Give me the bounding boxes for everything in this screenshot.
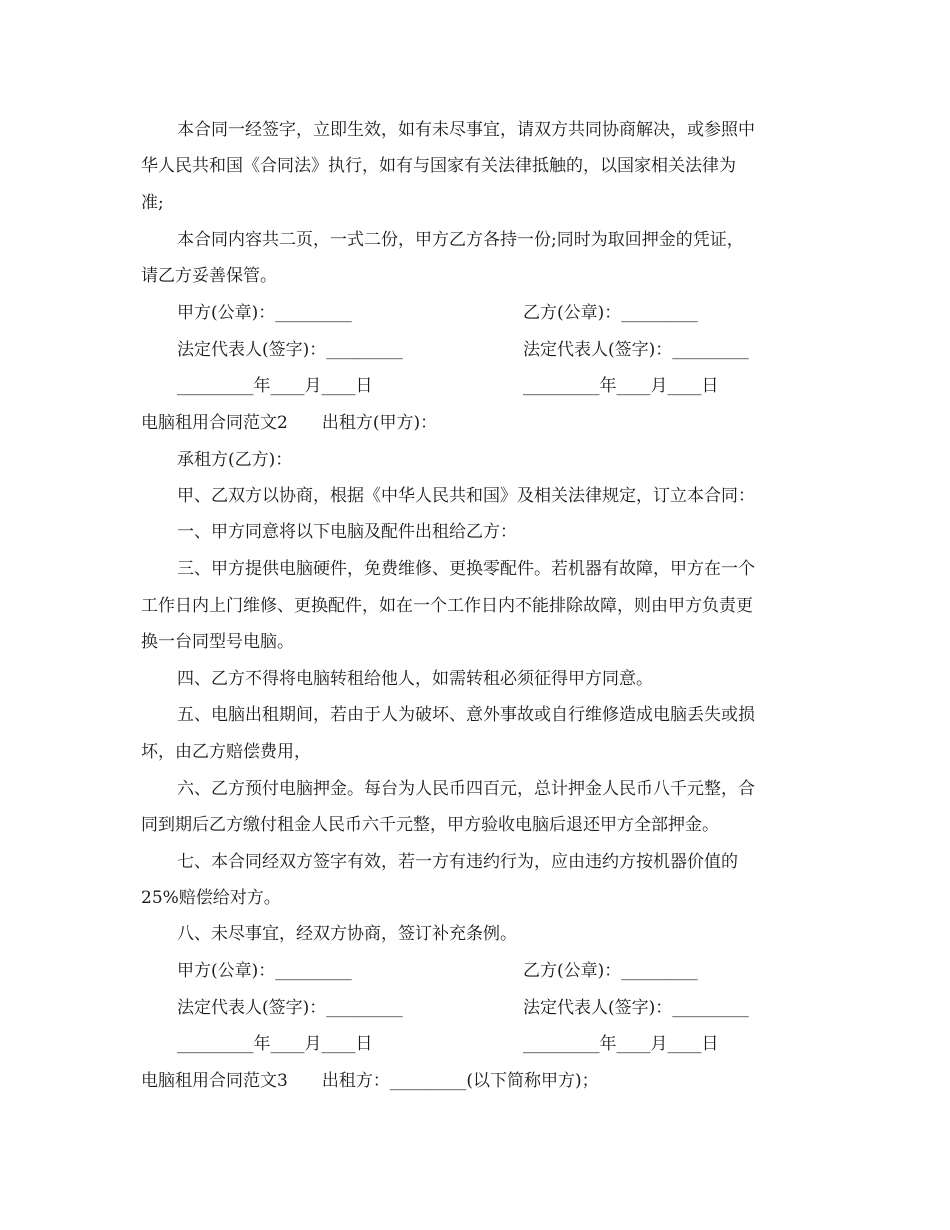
intro-line: 甲、乙双方以协商，根据《中华人民共和国》及相关法律规定，订立本合同： (177, 486, 755, 506)
paragraph-line: 请乙方妥善保管。 (141, 266, 277, 286)
party-b-rep-line: 法定代表人(签字)：_________ (523, 998, 749, 1018)
party-b-seal-line: 乙方(公章)：_________ (523, 961, 698, 981)
party-a-date-line: _________年____月____日 (177, 376, 373, 396)
paragraph-line: 本合同一经签字，立即生效，如有未尽事宜，请双方共同协商解决，或参照中 (177, 120, 755, 140)
party-a-rep-line: 法定代表人(签字)：_________ (177, 340, 403, 360)
party-a-seal-line: 甲方(公章)：_________ (177, 961, 352, 981)
clause-3-line: 工作日内上门维修、更换配件，如在一个工作日内不能排除故障，则由甲方负责更 (141, 596, 753, 616)
paragraph-line: 准; (141, 193, 164, 213)
clause-3-line: 换一台同型号电脑。 (141, 632, 294, 652)
clause-4: 四、乙方不得将电脑转租给他人，如需转租必须征得甲方同意。 (177, 669, 653, 689)
party-a-date-line: _________年____月____日 (177, 1034, 373, 1054)
paragraph-line: 华人民共和国《合同法》执行，如有与国家有关法律抵触的，以国家相关法律为 (141, 156, 736, 176)
clause-3-line: 三、甲方提供电脑硬件，免费维修、更换零配件。若机器有故障，甲方在一个 (177, 559, 755, 579)
party-a-rep-line: 法定代表人(签字)：_________ (177, 998, 403, 1018)
clause-7-line: 25%赔偿给对方。 (141, 888, 281, 908)
paragraph-line: 本合同内容共二页，一式二份，甲方乙方各持一份;同时为取回押金的凭证， (177, 230, 744, 250)
clause-1: 一、甲方同意将以下电脑及配件出租给乙方： (177, 522, 517, 542)
lessee-line: 承租方(乙方)： (177, 450, 293, 470)
clause-8: 八、未尽事宜，经双方协商，签订补充条例。 (177, 924, 517, 944)
clause-5-line: 坏，由乙方赔偿费用， (141, 742, 311, 762)
party-b-date-line: _________年____月____日 (523, 376, 719, 396)
clause-6-line: 同到期后乙方缴付租金人民币六千元整，甲方验收电脑后退还甲方全部押金。 (141, 815, 719, 835)
party-b-date-line: _________年____月____日 (523, 1034, 719, 1054)
clause-7-line: 七、本合同经双方签字有效，若一方有违约行为，应由违约方按机器价值的 (177, 852, 738, 872)
party-b-rep-line: 法定代表人(签字)：_________ (523, 340, 749, 360)
party-a-seal-line: 甲方(公章)：_________ (177, 303, 352, 323)
party-b-seal-line: 乙方(公章)：_________ (523, 303, 698, 323)
clause-6-line: 六、乙方预付电脑押金。每台为人民币四百元，总计押金人民币八千元整，合 (177, 779, 755, 799)
clause-5-line: 五、电脑出租期间，若由于人为破坏、意外事故或自行维修造成电脑丢失或损 (177, 705, 755, 725)
section-heading: 电脑租用合同范文3 出租方：_________(以下简称甲方)； (141, 1071, 599, 1091)
section-heading: 电脑租用合同范文2 出租方(甲方)： (141, 413, 438, 433)
